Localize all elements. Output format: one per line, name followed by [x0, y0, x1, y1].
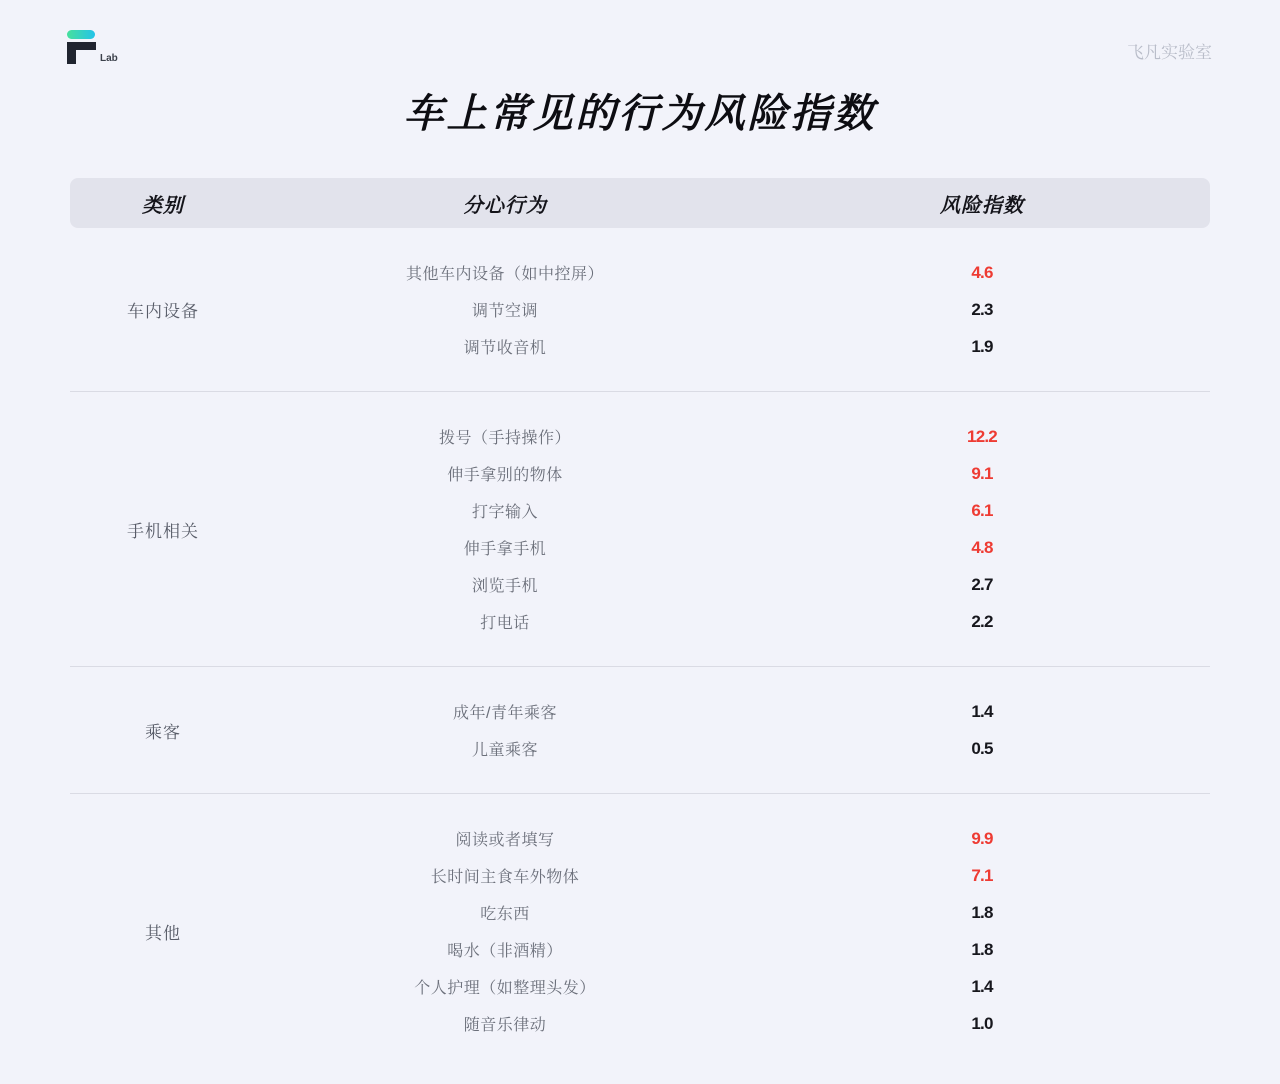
- risk-value: 6.1: [971, 500, 993, 520]
- top-bar: [0, 0, 1280, 64]
- behavior-label: 其他车内设备（如中控屏）: [405, 266, 604, 283]
- category-cell: [70, 693, 256, 767]
- section-rows: [256, 693, 1210, 767]
- risk-value: 1.9: [971, 336, 993, 356]
- header-risk: 风险指数: [940, 194, 1024, 217]
- risk-value: 1.0: [971, 1013, 993, 1033]
- behavior-label: 调节空调: [471, 303, 538, 320]
- behavior-label: 浏览手机: [471, 578, 538, 595]
- table-row: [256, 968, 1210, 1005]
- risk-value: 1.8: [971, 902, 993, 922]
- category-label: 车内设备: [127, 302, 199, 321]
- behavior-label: 打电话: [480, 615, 530, 632]
- behavior-label: 儿童乘客: [471, 742, 538, 759]
- table-row: [256, 730, 1210, 767]
- risk-value: 4.8: [971, 537, 993, 557]
- risk-value: 1.4: [971, 976, 993, 996]
- table-header: [70, 178, 1210, 228]
- page-title: 车上常见的行为风险指数: [403, 92, 877, 136]
- behavior-label: 阅读或者填写: [455, 832, 555, 849]
- table-row: [256, 894, 1210, 931]
- table-row: [256, 291, 1210, 328]
- table-row: [256, 328, 1210, 365]
- logo-lab-text: Lab: [100, 53, 118, 64]
- table-row: [256, 1005, 1210, 1042]
- risk-value: 12.2: [967, 426, 997, 446]
- table-body: [70, 228, 1210, 1068]
- logo-f-glyph: [67, 42, 96, 64]
- behavior-label: 成年/青年乘客: [453, 705, 557, 722]
- risk-value: 7.1: [971, 865, 993, 885]
- category-cell: [70, 820, 256, 1042]
- table-section: [70, 392, 1210, 667]
- table-row: [256, 418, 1210, 455]
- table-row: [256, 931, 1210, 968]
- section-rows: [256, 254, 1210, 365]
- header-category: 类别: [142, 194, 184, 217]
- logo-accent-bar: [67, 30, 95, 39]
- behavior-label: 吃东西: [480, 906, 530, 923]
- behavior-label: 拨号（手持操作）: [438, 430, 571, 447]
- risk-value: 1.8: [971, 939, 993, 959]
- behavior-label: 调节收音机: [463, 340, 547, 357]
- table-row: [256, 693, 1210, 730]
- table-row: [256, 603, 1210, 640]
- logo-row: [67, 42, 118, 64]
- behavior-label: 打字输入: [471, 504, 538, 521]
- behavior-label: 长时间主食车外物体: [430, 869, 580, 886]
- risk-value: 9.9: [971, 828, 993, 848]
- category-label: 乘客: [145, 722, 181, 742]
- category-cell: [70, 418, 256, 640]
- risk-value: 4.6: [971, 262, 993, 282]
- behavior-label: 随音乐律动: [463, 1017, 547, 1034]
- table-section: [70, 667, 1210, 794]
- risk-table: [70, 178, 1210, 1068]
- category-label: 其他: [145, 923, 181, 943]
- table-row: [256, 820, 1210, 857]
- risk-value: 1.4: [971, 701, 993, 721]
- table-row: [256, 455, 1210, 492]
- category-cell: [70, 254, 256, 365]
- behavior-label: 个人护理（如整理头发）: [414, 980, 596, 997]
- table-row: [256, 254, 1210, 291]
- behavior-label: 伸手拿手机: [463, 541, 547, 558]
- risk-value: 2.7: [971, 574, 993, 594]
- brand-logo: [67, 30, 118, 64]
- table-row: [256, 529, 1210, 566]
- behavior-label: 喝水（非酒精）: [447, 943, 563, 960]
- table-row: [256, 566, 1210, 603]
- category-label: 手机相关: [127, 521, 199, 541]
- risk-value: 9.1: [971, 463, 993, 483]
- table-section: [70, 228, 1210, 392]
- table-row: [256, 857, 1210, 894]
- risk-value: 0.5: [971, 738, 993, 758]
- section-rows: [256, 418, 1210, 640]
- header-behavior: 分心行为: [463, 194, 547, 217]
- site-name: 飞凡实验室: [1127, 43, 1212, 62]
- risk-value: 2.2: [971, 611, 993, 631]
- risk-value: 2.3: [971, 299, 993, 319]
- section-rows: [256, 820, 1210, 1042]
- table-row: [256, 492, 1210, 529]
- behavior-label: 伸手拿别的物体: [447, 467, 563, 484]
- table-section: [70, 794, 1210, 1068]
